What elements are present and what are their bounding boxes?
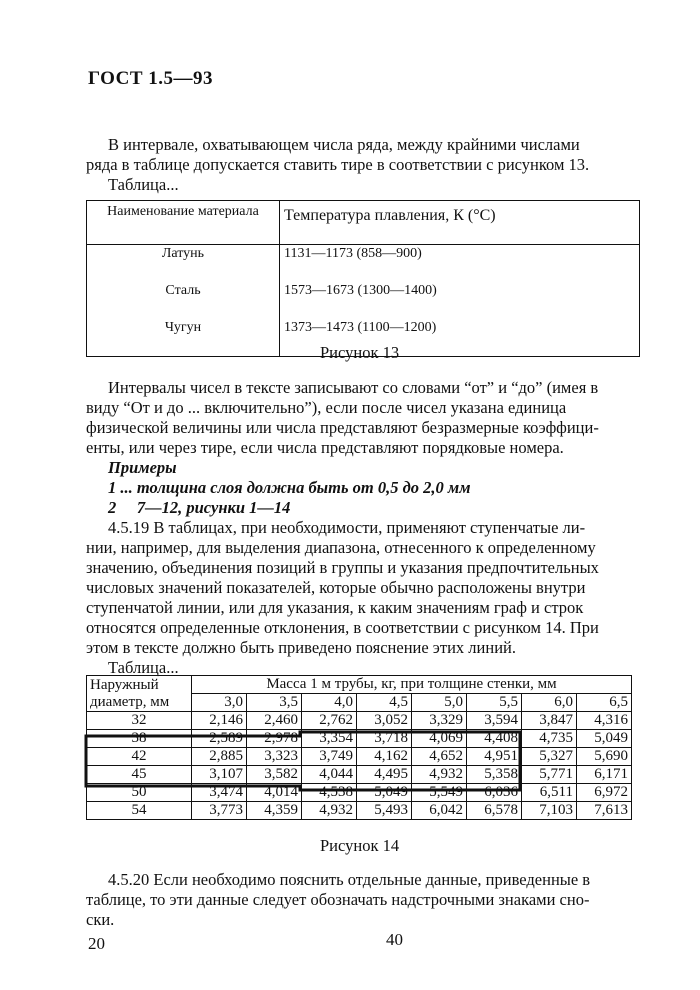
fig14-cell: 5,358: [467, 766, 522, 784]
fig13-col1-header: Наименование материала: [87, 201, 280, 245]
fig14-cell: 4,359: [247, 802, 302, 820]
fig14-cell: 3,594: [467, 712, 522, 730]
fig14-cell: 3,107: [192, 766, 247, 784]
fig14-diameter: 54: [87, 802, 192, 820]
fig14-diameter: 42: [87, 748, 192, 766]
fig14-cell: 5,049: [357, 784, 412, 802]
para3-line7: этом в тексте должно быть приведено пояснение этих линий.: [86, 638, 516, 657]
fig14-cell: 5,690: [577, 748, 632, 766]
fig14-diameter: 45: [87, 766, 192, 784]
fig14-cell: 6,511: [522, 784, 577, 802]
fig14-thickness: 4,0: [302, 694, 357, 712]
fig14-cell: 6,171: [577, 766, 632, 784]
fig14-cell: 6,972: [577, 784, 632, 802]
para1-line2: ряда в таблице допускается ставить тире в соответствии с рисунком 13.: [86, 155, 590, 174]
para2-line2: виду “От и до ... включительно”), если после чисел указана единица: [86, 398, 567, 417]
fig14-thickness: 3,0: [192, 694, 247, 712]
fig14-cell: 4,069: [412, 730, 467, 748]
fig14-cell: 4,932: [412, 766, 467, 784]
para2-line4: енты, или через тире, если числа представляют порядковые номера.: [86, 438, 564, 457]
fig14-cell: 5,049: [577, 730, 632, 748]
example-2: 2 7—12, рисунки 1—14: [108, 498, 291, 517]
fig14-corner-header: Наружный диаметр, мм: [87, 676, 192, 712]
fig14-cell: 3,052: [357, 712, 412, 730]
figure-14-caption: Рисунок 14: [320, 836, 400, 855]
fig14-cell: 4,932: [302, 802, 357, 820]
fig14-diameter: 38: [87, 730, 192, 748]
fig14-cell: 7,613: [577, 802, 632, 820]
fig14-cell: 3,847: [522, 712, 577, 730]
para4-line3: ски.: [86, 910, 115, 929]
fig14-cell: 4,652: [412, 748, 467, 766]
fig14-cell: 3,323: [247, 748, 302, 766]
fig14-cell: 5,771: [522, 766, 577, 784]
fig14-cell: 6,578: [467, 802, 522, 820]
fig14-cell: 2,589: [192, 730, 247, 748]
fig14-cell: 3,329: [412, 712, 467, 730]
fig14-cell: 3,474: [192, 784, 247, 802]
fig14-cell: 4,162: [357, 748, 412, 766]
page-number-left: 20: [88, 934, 105, 953]
document-header: ГОСТ 1.5—93: [88, 68, 214, 89]
example-1: 1 ... толщина слоя должна быть от 0,5 до 2,0 мм: [108, 478, 471, 497]
fig14-cell: 4,735: [522, 730, 577, 748]
fig14-cell: 5,549: [412, 784, 467, 802]
fig14-cell: 5,327: [522, 748, 577, 766]
fig14-cell: 4,316: [577, 712, 632, 730]
fig14-cell: 3,718: [357, 730, 412, 748]
fig13-value: 1131—1173 (858—900): [280, 245, 640, 283]
para4-line1: 4.5.20 Если необходимо пояснить отдельные данные, приведенные в: [108, 870, 591, 889]
para2-line3: физической величины или числа представляют безразмерные коэффици-: [86, 418, 599, 437]
fig14-cell: 4,044: [302, 766, 357, 784]
fig13-material: Сталь: [87, 282, 280, 319]
fig14-cell: 2,762: [302, 712, 357, 730]
fig14-cell: 4,538: [302, 784, 357, 802]
fig14-cell: 3,749: [302, 748, 357, 766]
fig14-top-header: Масса 1 м трубы, кг, при толщине стенки, мм: [192, 676, 632, 694]
para3-line3: значению, объединения позиций в группы и указания предпочтительных: [86, 558, 599, 577]
figure-13-caption: Рисунок 13: [320, 343, 400, 362]
fig14-cell: 3,582: [247, 766, 302, 784]
para2-line1: Интервалы чисел в тексте записывают со словами “от” и “до” (имея в: [108, 378, 599, 397]
fig14-thickness: 4,5: [357, 694, 412, 712]
fig14-thickness: 6,0: [522, 694, 577, 712]
fig14-thickness: 5,0: [412, 694, 467, 712]
para3-line5: ступенчатой линии, или для указания, к каким значениям граф и строк: [86, 598, 584, 617]
page-number-center: 40: [386, 930, 403, 949]
fig14-cell: 2,978: [247, 730, 302, 748]
fig14-cell: 2,885: [192, 748, 247, 766]
fig14-cell: 3,354: [302, 730, 357, 748]
para3-line4: числовых значений показателей, которые обычно расположены внутри: [86, 578, 586, 597]
examples-title: Примеры: [108, 458, 177, 477]
fig14-diameter: 32: [87, 712, 192, 730]
fig13-material: Чугун: [87, 319, 280, 357]
fig14-cell: 2,460: [247, 712, 302, 730]
fig14-cell: 4,951: [467, 748, 522, 766]
para1-line1: В интервале, охватывающем числа ряда, между крайними числами: [108, 135, 580, 154]
fig13-value: 1573—1673 (1300—1400): [280, 282, 640, 319]
para3-line6: относятся определенные отклонения, в соответствии с рисунком 14. При: [86, 618, 599, 637]
fig14-cell: 7,103: [522, 802, 577, 820]
fig14-cell: 4,495: [357, 766, 412, 784]
fig14-cell: 4,408: [467, 730, 522, 748]
step-line-path: [86, 732, 520, 790]
fig14-cell: 3,773: [192, 802, 247, 820]
fig14-cell: 4,014: [247, 784, 302, 802]
fig14-thickness: 3,5: [247, 694, 302, 712]
fig14-thickness: 5,5: [467, 694, 522, 712]
fig13-material: Латунь: [87, 245, 280, 283]
fig14-cell: 6,036: [467, 784, 522, 802]
fig13-value: 1373—1473 (1100—1200): [280, 319, 640, 357]
para3-line1: 4.5.19 В таблицах, при необходимости, применяют ступенчатые ли-: [108, 518, 586, 537]
para4-line2: таблице, то эти данные следует обозначать надстрочными знаками сно-: [86, 890, 590, 909]
para3-line8: Таблица...: [108, 658, 179, 677]
fig14-cell: 2,146: [192, 712, 247, 730]
fig14-cell: 6,042: [412, 802, 467, 820]
fig14-cell: 5,493: [357, 802, 412, 820]
para1-line3: Таблица...: [108, 175, 179, 194]
fig14-diameter: 50: [87, 784, 192, 802]
fig13-col2-header: Температура плавления, К (°С): [280, 201, 640, 245]
para3-line2: нии, например, для выделения диапазона, отнесенного к определенному: [86, 538, 596, 557]
fig14-thickness: 6,5: [577, 694, 632, 712]
